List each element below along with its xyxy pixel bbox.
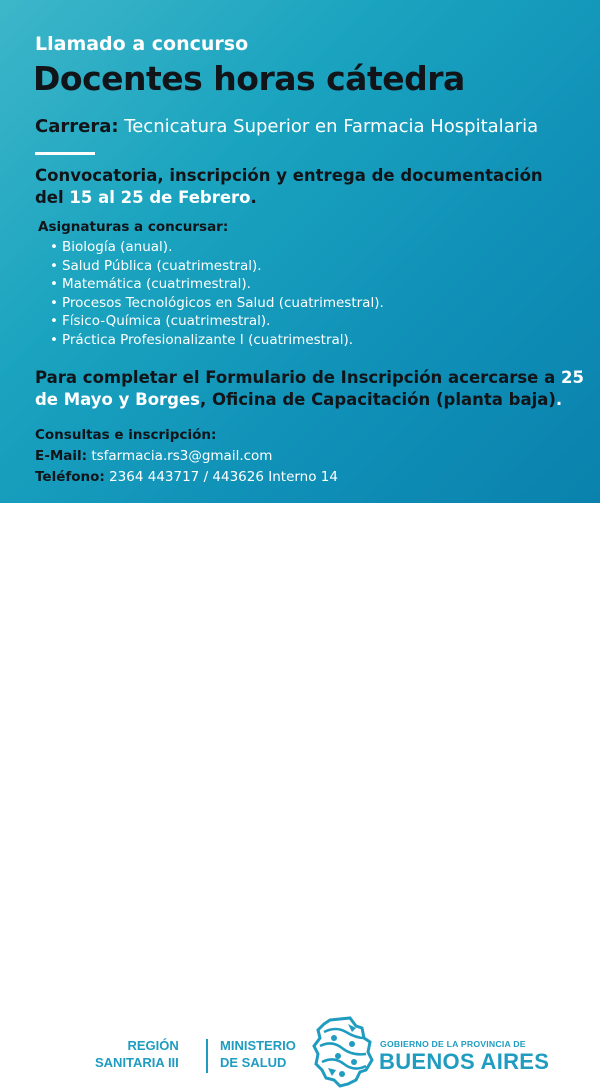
phone-number: 2364 443717 / 443626 Interno 14 — [109, 469, 338, 485]
form-line-1 — [35, 367, 584, 389]
government-line: GOBIERNO DE LA PROVINCIA DE — [380, 1039, 526, 1049]
page-title: Docentes horas cátedra — [33, 59, 465, 98]
contact-heading: Consultas e inscripción: — [35, 427, 217, 443]
email-line — [35, 448, 272, 464]
form-prefix: Para completar el Formulario de Inscripción acercarse a — [35, 368, 561, 387]
call-line-1: Convocatoria, inscripción y entrega de documentación — [35, 166, 543, 185]
footer-divider — [206, 1039, 208, 1073]
form-line-2 — [35, 389, 584, 411]
ministry-line-2: DE SALUD — [220, 1055, 287, 1070]
address-number: 25 — [560, 368, 584, 387]
list-item: • Biología (anual). — [50, 238, 384, 257]
list-item: • Físico-Química (cuatrimestral). — [50, 312, 384, 331]
career-value: Tecnicatura Superior en Farmacia Hospitalaria — [124, 116, 539, 137]
ministry-logo-text — [220, 1037, 296, 1071]
email-label: E-Mail: — [35, 448, 88, 464]
province-map-icon — [312, 1016, 374, 1088]
poster-body — [0, 0, 600, 503]
career-label: Carrera: — [35, 116, 119, 137]
region-line-2: SANITARIA III — [95, 1055, 179, 1070]
call-line-2 — [35, 187, 543, 209]
list-item: • Matemática (cuatrimestral). — [50, 275, 384, 294]
ministry-line-1: MINISTERIO — [220, 1038, 296, 1053]
subjects-heading: Asignaturas a concursar: — [38, 219, 229, 235]
phone-line — [35, 469, 338, 485]
list-item: • Salud Pública (cuatrimestral). — [50, 257, 384, 276]
career-line — [35, 116, 538, 137]
kicker-text: Llamado a concurso — [35, 33, 249, 55]
footer — [0, 503, 600, 1074]
call-prefix: del — [35, 188, 70, 207]
office-text: , Oficina de Capacitación (planta baja) — [200, 390, 556, 409]
province-name: BUENOS AIRES — [379, 1049, 550, 1074]
call-suffix: . — [250, 188, 257, 207]
phone-label: Teléfono: — [35, 469, 105, 485]
list-item: • Práctica Profesionalizante I (cuatrimestral). — [50, 331, 384, 350]
list-item: • Procesos Tecnológicos en Salud (cuatrimestral). — [50, 294, 384, 313]
region-line-1: REGIÓN — [127, 1038, 179, 1053]
form-notice — [35, 367, 584, 411]
call-dates: 15 al 25 de Febrero — [69, 188, 251, 207]
form-end: . — [555, 390, 563, 409]
address-street: de Mayo y Borges — [35, 390, 200, 409]
divider — [35, 152, 95, 155]
subjects-list — [50, 238, 384, 350]
call-text — [35, 165, 543, 209]
email-link[interactable]: tsfarmacia.rs3@gmail.com — [91, 448, 273, 464]
region-logo-text — [95, 1037, 179, 1071]
